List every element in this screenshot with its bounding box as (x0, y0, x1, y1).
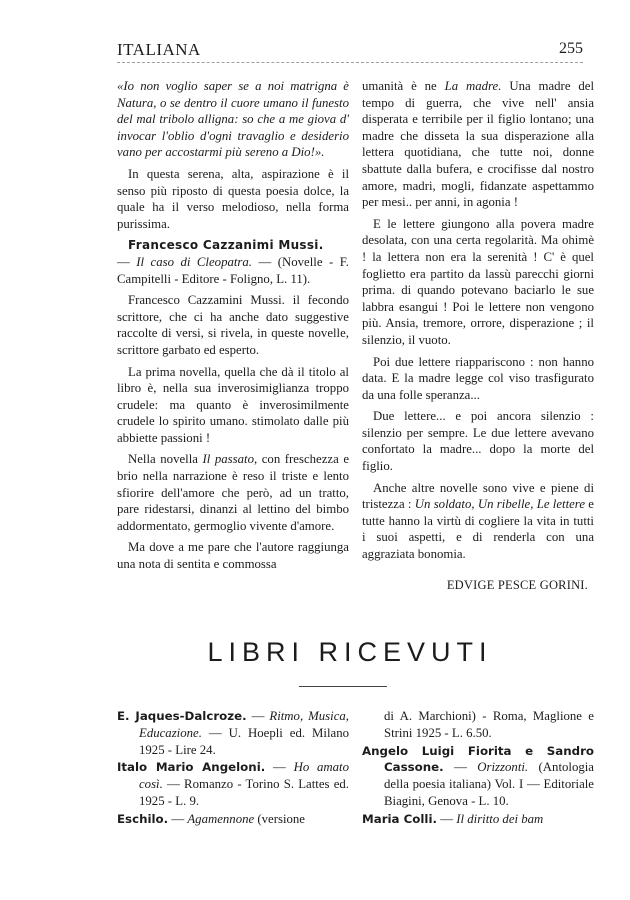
book-title: Ho amato così. (139, 760, 349, 792)
review-publication: — (Novelle - F. Campitelli - Editore - Foligno, L. 11). (117, 254, 349, 286)
text: e tutte hanno la virtù di cogliere la vita in tutti i suoi aspetti, e di renderla con una aggraziata bonomia. (362, 497, 594, 562)
running-title: ITALIANA (117, 40, 201, 59)
dash: — (443, 760, 478, 775)
story-titles: Un soldato, Un ribelle, Le lettere (414, 497, 585, 512)
book-title: Orizzonti. (477, 760, 529, 775)
story-title: La madre. (444, 79, 502, 93)
text: Anche altre novelle sono vive e piene di tristezza : (362, 480, 594, 512)
dash: — (168, 811, 188, 826)
text: Nella novella (128, 452, 203, 467)
dash: — (246, 709, 270, 723)
book-author: Italo Mario Angeloni. (117, 760, 266, 775)
book-entry (117, 759, 349, 809)
paragraph (362, 78, 594, 211)
dash: — (437, 811, 457, 826)
book-author: Eschilo. (117, 811, 169, 826)
text: Una madre del tempo di guerra, che vive nell' ansia disperata e terribile per il figlio lontano; una madre che disseta la sua disperazione alla lettera quotidiana, che tutte noi, donne sbattute dalla bufera, e crocifisse dal nostro amore, madri, mogli, fidanzate aspettammo per mesi.. per anni, in agonia ! (362, 79, 595, 210)
book-entry (117, 811, 349, 828)
paragraph (362, 480, 594, 563)
book-author: Maria Colli. (362, 811, 438, 826)
paragraph: Due lettere... e poi ancora silenzio : silenzio per sempre. Le due lettere avevano confortato la madre... dopo la morte del figlio. (362, 409, 594, 474)
book-title: Ritmo, Musica, Educazione. (139, 709, 349, 740)
book-entry (362, 811, 594, 828)
text: umanità è ne (362, 79, 445, 93)
book-publication: (Antologia della poesia italiana) Vol. I — Editoriale Biagini, Genova - L. 10. (384, 760, 594, 808)
signature: EDVIGE PESCE GORINI. (446, 577, 588, 592)
poem-quote: «Io non voglio saper se a noi matrigna è Natura, o se dentro il cuore umano il funesto del mal tribolo alligna: so che a me giova d' invocar l'oblio d'ogni travaglio e desiderio vano per accostarmi più sereno a Dio!». (117, 79, 349, 160)
books-right-column (362, 708, 594, 829)
paragraph (117, 451, 349, 534)
book-title: Agamennone (187, 811, 255, 826)
dash: — (117, 254, 137, 269)
story-title: Il passato, (202, 452, 258, 467)
book-title: Il diritto dei bam (456, 811, 544, 826)
book-author: E. Jaques-Dalcroze. (117, 709, 247, 723)
text: con freschezza e brio nella narrazione è reso il triste e lento sfiorire dell'amore che però, ad un tratto, pare ridestarsi, dinanzi al lettino del bimbo addormentato, germoglio vivente d'amore. (117, 452, 349, 533)
book-publication: (versione (254, 811, 305, 826)
books-left-column (117, 708, 349, 829)
book-author: Angelo Luigi Fiorita e Sandro Cassone. (362, 743, 594, 775)
review-heading (117, 237, 349, 287)
book-entry (362, 743, 594, 810)
book-publication: — U. Hoepli ed. Milano 1925 - Lire 24. (139, 725, 349, 757)
section-title: LIBRI RICEVUTI (207, 637, 493, 667)
page-number: 255 (559, 40, 583, 57)
right-column (362, 78, 594, 598)
paragraph: Francesco Cazzamini Mussi. il fecondo scrittore, che ci ha anche dato suggestive raccolte di versi, si rivela, in queste novelle, scrittore garbato ed esperto. (117, 293, 349, 357)
book-publication: — Romanzo - Torino S. Lattes ed. 1925 - L. 9. (139, 777, 349, 808)
review-author: Francesco Cazzanimi Mussi. (128, 238, 324, 253)
book-entry (117, 708, 349, 758)
paragraph: La prima novella, quella che dà il titolo al libro è, nella sua inverosimiglianza troppo crudele: ma quanto è inverosimilmente crudele lo spirito umano. stimolato dalle più abbiette passioni ! (117, 364, 349, 445)
left-column (117, 78, 349, 578)
book-entry-continuation: di A. Marchioni) - Roma, Maglione e Strini 1925 - L. 6.50. (384, 709, 594, 740)
paragraph: E le lettere giungono alla povera madre desolata, con una certa regolarità. Ma ohimè ! la lettera non era la serenità ! C' è quel foglietto era partito da lassù parecchi giorni prima. di quando potevano baciarlo le sue labbra esangui ! Poi le lettere non vengono più. Ansia, tremore, orrore, disperazione ; il silenzio, il vuoto. (362, 216, 594, 347)
paragraph: Poi due lettere riappariscono : non hanno data. E la madre legge col viso trasfigurato da una folle speranza... (362, 354, 594, 402)
review-book-title: Il caso di Cleopatra. (136, 254, 252, 269)
section-rule (299, 686, 387, 687)
paragraph: Ma dove a me pare che l'autore raggiunga una nota di sentita e commossa (117, 540, 349, 572)
dash: — (265, 760, 294, 775)
header-rule (117, 62, 583, 63)
running-head (117, 40, 583, 66)
paragraph: In questa serena, alta, aspirazione è il senso più riposto di questa poesia dolce, la quale ha il verso melodioso, nella forma purissima. (117, 166, 349, 231)
